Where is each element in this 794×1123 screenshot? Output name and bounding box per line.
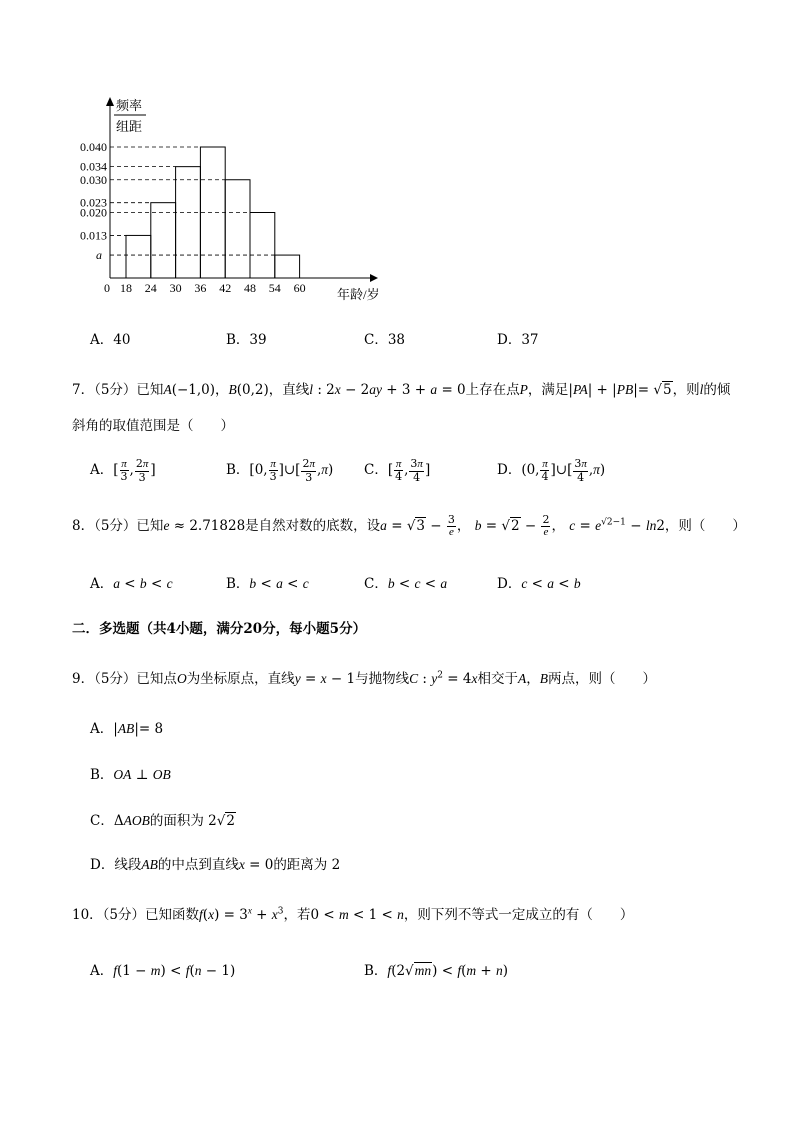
q6-option-a: A．40 (90, 332, 131, 348)
q8-option-d: D．c < a < b (497, 576, 581, 592)
y-axis-label-bottom: 组距 (116, 119, 143, 134)
histogram-bar (225, 180, 250, 278)
q8-option-c: C．b < c < a (364, 576, 448, 592)
x-tick-label: 36 (194, 281, 207, 295)
y-tick-label: a (96, 248, 102, 263)
q7-stem-line2: 斜角的取值范围是（ ） (72, 418, 234, 434)
x-axis-arrow (370, 274, 378, 282)
q6-option-d: D．37 (497, 332, 539, 348)
x-tick-label: 60 (293, 281, 306, 295)
x-tick-label: 42 (219, 281, 232, 295)
origin-label: 0 (104, 281, 110, 295)
q9-option-b: B．OA ⊥ OB (90, 767, 171, 783)
histogram-bar (151, 203, 176, 278)
y-tick-label: 0.040 (80, 140, 107, 154)
q10-option-b: B．f(2√mn) < f(m + n) (364, 963, 509, 979)
q7-option-c: C．[ $\frac{\pi}{4}$ , $\frac{3\pi}{4}$ ] (364, 457, 431, 484)
q7-option-b: B．[0, $\frac{\pi}{3}$ ]∪[ $\frac{2\pi}{3}$ ,π) (226, 457, 334, 484)
y-tick-label: 0.023 (80, 195, 107, 210)
q7-option-a: A．[ $\frac{\pi}{3}$ , $\frac{2\pi}{3}$ ] (90, 457, 156, 484)
q8-option-b: B．b < a < c (226, 576, 309, 592)
y-axis-label-top: 频率 (116, 98, 143, 113)
q8-stem: 8．（5分）已知e ≈ 2.71828是自然对数的底数，设a = √3 − $\frac{3}{e}$ ， b = √2 − $\frac{2}{e}$ ， $c = e^{√2-1} - \ln 2$，则（ ） (72, 513, 746, 538)
histogram-chart (0, 0, 794, 320)
q7-option-d: D．(0, $\frac{\pi}{4}$ ]∪[ $\frac{3\pi}{4}$ ,π) (497, 457, 606, 484)
histogram-bar (250, 213, 275, 279)
q9-stem: 9．（5分）已知点O为坐标原点，直线y = x − 1与抛物线C : $y^2 = 4x$相交于A，B两点，则（ ） (72, 670, 656, 687)
y-tick-label: 0.020 (80, 205, 107, 220)
q9-option-c: C．ΔAOB的面积为 2√2 (90, 813, 235, 829)
y-tick-label: 0.030 (80, 172, 107, 187)
section-2-title: 二．多选题（共4小题，满分20分，每小题5分） (72, 621, 367, 637)
q6-option-c: C．38 (364, 332, 406, 348)
q8-option-a: A．a < b < c (90, 576, 173, 592)
x-tick-label: 18 (120, 281, 132, 295)
y-tick-label: 0.034 (80, 159, 107, 174)
histogram-bar (275, 255, 300, 278)
q10-option-a: A．f(1 − m) < f(n − 1) (90, 963, 236, 979)
x-tick-label: 24 (144, 281, 157, 295)
y-tick-label: 0.013 (80, 228, 107, 243)
q10-stem: 10．（5分）已知函数$f(x) = 3^x + x^3$，若0 < m < 1 < n，则下列不等式一定成立的有（ ） (72, 905, 634, 923)
q7-stem-line1: 7．（5分）已知A(−1,0)，B(0,2)，直线l : 2x − 2ay + 3 + a = 0上存在点P，满足|PA| + |PB|= √5，则l的倾 (72, 382, 731, 398)
y-axis-arrow (106, 97, 114, 106)
q9-option-a: A．|AB|= 8 (90, 721, 164, 737)
q9-option-d: D．线段AB的中点到直线x = 0的距离为 2 (90, 857, 341, 873)
q6-option-b: B．39 (226, 332, 267, 348)
x-tick-label: 30 (169, 281, 182, 295)
x-tick-label: 48 (244, 281, 256, 295)
x-tick-label: 54 (268, 281, 281, 295)
histogram-bar (126, 235, 151, 278)
x-axis-label: 年龄/岁 (337, 287, 380, 302)
histogram-bar (176, 167, 201, 278)
